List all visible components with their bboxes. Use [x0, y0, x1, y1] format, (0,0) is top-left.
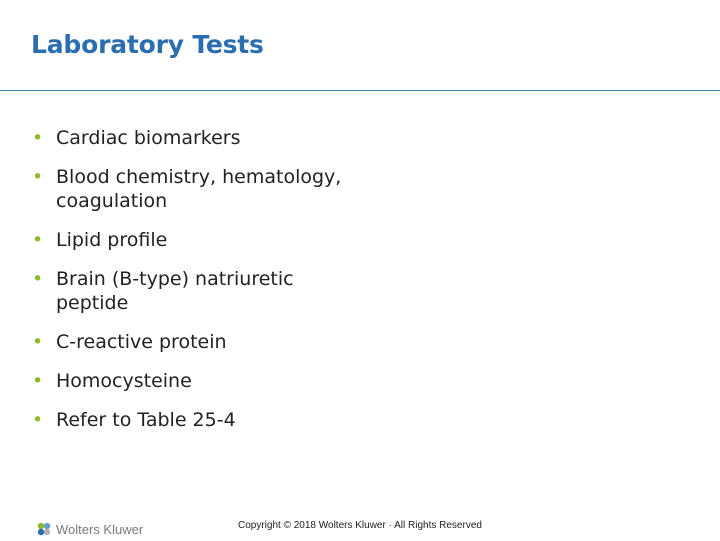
- bullet-item: [32, 267, 356, 315]
- bullet-dot-icon: •: [32, 370, 44, 392]
- bullet-dot-icon: •: [32, 166, 44, 188]
- bullet-text: Brain (B-type) natriuretic peptide: [56, 268, 294, 314]
- bullet-text: Homocysteine: [56, 370, 192, 392]
- bullet-item: [32, 165, 346, 213]
- wolters-kluwer-logo: [36, 519, 143, 539]
- bullet-item: [32, 369, 452, 393]
- bullet-text: C-reactive protein: [56, 331, 227, 353]
- bullet-dot-icon: •: [32, 409, 44, 431]
- logo-text: Wolters Kluwer: [56, 521, 144, 537]
- bullet-item: [32, 126, 452, 150]
- bullet-dot-icon: •: [32, 127, 44, 149]
- bullet-dot-icon: •: [32, 229, 44, 251]
- bullet-dot-icon: •: [32, 331, 44, 353]
- bullet-item: [32, 330, 452, 354]
- bullet-text: Refer to Table 25-4: [56, 409, 236, 431]
- slide-title: Laboratory Tests: [31, 30, 264, 59]
- bullet-list: [32, 126, 452, 447]
- bullet-text: Blood chemistry, hematology, coagulation: [56, 166, 342, 212]
- bullet-item: [32, 228, 452, 252]
- bullet-item: [32, 408, 452, 432]
- bullet-text: Cardiac biomarkers: [56, 127, 241, 149]
- bullet-dot-icon: •: [32, 268, 44, 290]
- bullet-text: Lipid profile: [56, 229, 168, 251]
- title-divider: [0, 90, 720, 91]
- copyright-notice: Copyright © 2018 Wolters Kluwer · All Rights Reserved: [238, 520, 482, 531]
- wolters-kluwer-logo-icon: [36, 521, 52, 537]
